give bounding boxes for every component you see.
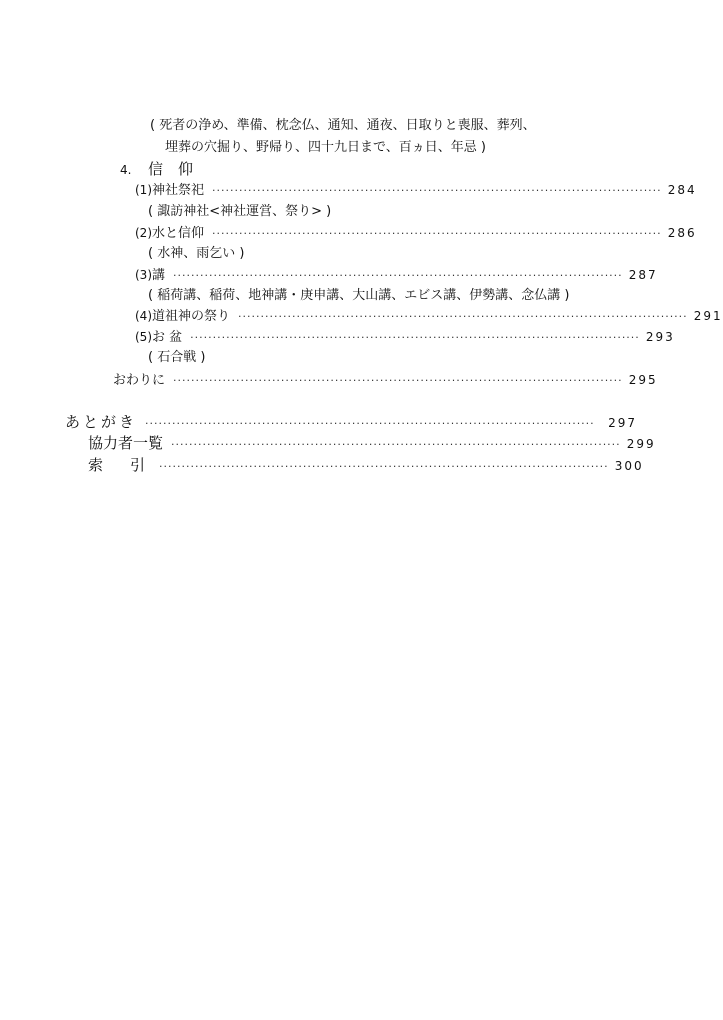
entry-label: 水と信仰 bbox=[152, 226, 205, 241]
entry-number: (1) bbox=[135, 183, 152, 197]
entry-number: (5) bbox=[135, 330, 152, 344]
entry-number: (3) bbox=[135, 268, 152, 282]
toc-entry[interactable] bbox=[88, 434, 656, 454]
entry-page-number: 297 bbox=[608, 416, 637, 430]
entry-page-number: 286 bbox=[667, 226, 697, 240]
entry-page-number: 299 bbox=[626, 437, 656, 451]
entry-label: 索 引 bbox=[88, 456, 152, 474]
note-death-line2: 埋葬の穴掘り、野帰り、四十九日まで、百ヵ日、年忌 ) bbox=[165, 140, 486, 155]
entry-label: 協力者一覧 bbox=[88, 434, 164, 452]
entry-page-number: 284 bbox=[667, 183, 697, 197]
entry-page-number: 287 bbox=[628, 268, 658, 282]
toc-entry[interactable] bbox=[135, 181, 697, 200]
entry-page-number: 291 bbox=[693, 309, 723, 323]
entry-label: おわりに bbox=[113, 373, 166, 388]
entry-number: (2) bbox=[135, 226, 152, 240]
dot-leader: ···································································································· bbox=[190, 331, 640, 344]
note-ko: ( 稲荷講、稲荷、地神講・庚申講、大山講、エビス講、伊勢講、念仏講 ) bbox=[148, 288, 570, 303]
dot-leader: ···································································································· bbox=[173, 269, 623, 282]
entry-label: 講 bbox=[152, 268, 166, 283]
entry-page-number: 300 bbox=[614, 459, 644, 473]
entry-label: 道祖神の祭り bbox=[152, 309, 231, 324]
toc-entry[interactable] bbox=[88, 456, 644, 476]
dot-leader: ···································································································· bbox=[145, 417, 595, 430]
note-bon: ( 石合戦 ) bbox=[148, 350, 206, 365]
dot-leader: ···································································································· bbox=[212, 227, 662, 240]
note-death-line1: ( 死者の浄め、準備、枕念仏、通知、通夜、日取りと喪服、葬列、 bbox=[150, 118, 536, 133]
entry-page-number: 293 bbox=[645, 330, 675, 344]
dot-leader: ···································································································· bbox=[159, 460, 609, 473]
toc-entry[interactable] bbox=[135, 224, 697, 243]
section-title: 信 仰 bbox=[148, 160, 194, 178]
section-number: 4. bbox=[120, 163, 132, 177]
entry-page-number: 295 bbox=[628, 373, 658, 387]
section-heading bbox=[120, 160, 193, 179]
dot-leader: ···································································································· bbox=[238, 310, 688, 323]
toc-entry[interactable] bbox=[113, 371, 658, 390]
note-water: ( 水神、雨乞い ) bbox=[148, 246, 245, 261]
entry-label: お 盆 bbox=[152, 330, 183, 345]
dot-leader: ···································································································· bbox=[173, 374, 623, 387]
entry-number: (4) bbox=[135, 309, 152, 323]
note-suwa: ( 諏訪神社<神社運営、祭り> ) bbox=[148, 204, 332, 219]
dot-leader: ···································································································· bbox=[171, 438, 621, 451]
toc-entry[interactable] bbox=[135, 328, 675, 347]
toc-entry[interactable] bbox=[65, 413, 637, 433]
entry-label: 神社祭祀 bbox=[152, 183, 205, 198]
toc-entry[interactable] bbox=[135, 266, 658, 285]
toc-entry[interactable] bbox=[135, 307, 723, 326]
dot-leader: ···································································································· bbox=[212, 184, 662, 197]
entry-label: あとがき bbox=[65, 413, 138, 431]
